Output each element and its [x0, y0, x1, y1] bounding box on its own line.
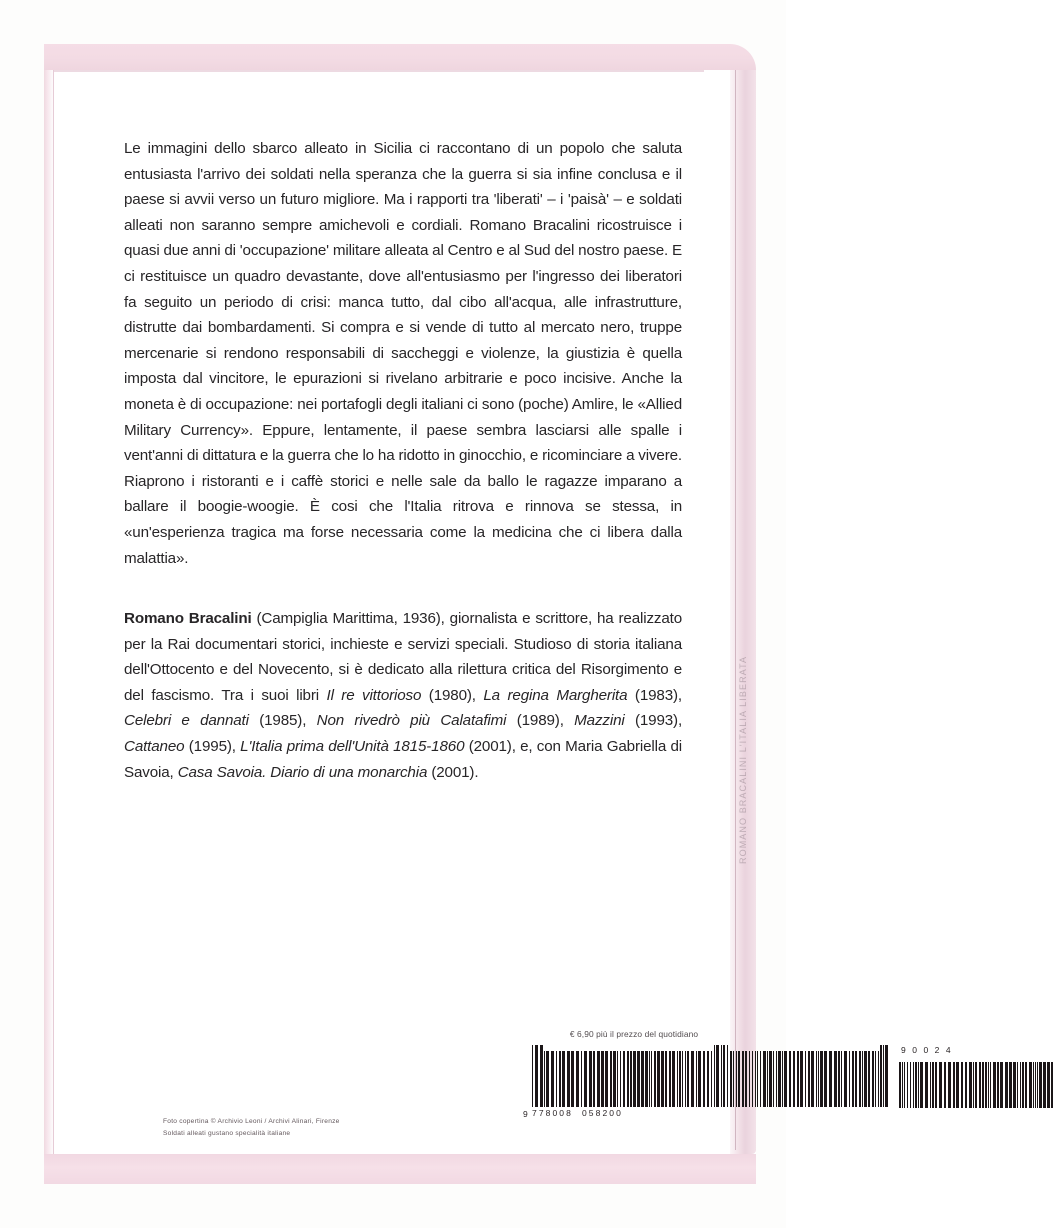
page-left-edge-line	[53, 70, 54, 1154]
author-bio	[124, 571, 682, 785]
barcode-bar	[559, 1051, 561, 1107]
barcode-bar	[880, 1045, 882, 1107]
barcode-bar	[800, 1051, 803, 1107]
barcode-addon-digits: 90024	[901, 1045, 958, 1055]
barcode-bar	[1047, 1062, 1050, 1108]
barcode-bar	[601, 1051, 604, 1107]
barcode-bar	[841, 1051, 842, 1107]
barcode-bar	[707, 1051, 709, 1107]
price-label: € 6,90 più il prezzo del quotidiano	[569, 1029, 699, 1039]
barcode-bar	[669, 1051, 671, 1107]
barcode-bar	[834, 1051, 837, 1107]
barcode-bar	[1009, 1062, 1012, 1108]
barcode-bar	[584, 1051, 587, 1107]
barcode-bar	[682, 1051, 683, 1107]
barcode-bar	[818, 1051, 819, 1107]
barcode-bar	[551, 1051, 554, 1107]
barcode-bar	[773, 1051, 774, 1107]
barcode-bar	[703, 1051, 705, 1107]
back-cover-text-block	[124, 136, 682, 785]
barcode-bar	[969, 1062, 972, 1108]
barcode-bar	[576, 1051, 579, 1107]
barcode-bar	[1051, 1062, 1053, 1108]
barcode-addon	[899, 1045, 1055, 1108]
barcode-bar	[793, 1051, 795, 1107]
photo-credit-line-2: Soldati alleati gustano specialità italiane	[163, 1129, 291, 1137]
barcode-bar	[767, 1051, 768, 1107]
barcode-bar	[965, 1062, 967, 1108]
barcode-bar	[637, 1051, 640, 1107]
barcode-bar	[633, 1051, 636, 1107]
barcode-bar	[985, 1062, 987, 1108]
barcode-bar	[988, 1062, 989, 1108]
barcode-bar	[816, 1051, 817, 1107]
barcode-bar	[1022, 1062, 1024, 1108]
barcode-bar	[885, 1045, 888, 1107]
barcode-bar	[778, 1051, 781, 1107]
book-back-cover	[44, 44, 958, 1184]
barcode-bar	[948, 1062, 951, 1108]
bio-segment-4: La regina Margherita	[483, 686, 628, 704]
barcode-bar	[546, 1051, 549, 1107]
barcode-bar	[1039, 1062, 1042, 1108]
barcode-bar	[855, 1051, 857, 1107]
barcode-bar	[620, 1051, 621, 1107]
barcode-bar	[654, 1051, 656, 1107]
barcode-bar	[610, 1051, 612, 1107]
bio-segment-2: Il re vittorioso	[326, 686, 422, 704]
barcode-bar	[757, 1051, 758, 1107]
bio-segment-1: (Campiglia Marittima, 1936), giornalista e scrittore, ha realizzato per la Rai documentari storici, inchieste e servizi speciali. Studioso di storia italiana dell'Ottocento e del Novecento, si è dedicato alla rilettura critica del Risorgimento e del fascismo. Tra i suoi libri	[124, 610, 682, 704]
barcode-bar	[589, 1051, 592, 1107]
barcode-bar	[920, 1062, 923, 1108]
barcode-bar	[982, 1062, 984, 1108]
barcode-bar	[904, 1062, 905, 1108]
barcode-bar	[613, 1051, 616, 1107]
book-blurb: Le immagini dello sbarco alleato in Sicilia ci raccontano di un popolo che saluta entusiasta l'arrivo dei soldati nella speranza che la guerra si sia infine conclusa e il paese si avvii verso un futuro migliore. Ma i rapporti tra 'liberati' – i 'paisà' – e soldati alleati non saranno sempre amichevoli e cordiali. Romano Bracalini ricostruisce i quasi due anni di 'occupazione' militare alleata al Centro e al Sud del nostro paese. E ci restituisce un quadro devastante, dove all'entusiasmo per l'ingresso dei liberatori fa seguito un periodo di crisi: manca tutto, dal cibo all'acqua, alle infrastrutture, distrutte dai bombardamenti. Si compra e si vende di tutto al mercato nero, truppe mercenarie si rendono responsabili di saccheggi e violenze, la giustizia è quella imposta dal vincitore, le epurazioni si rivelano arbitrarie e poco incisive. Anche la moneta è di occupazione: nei portafogli degli italiani ci sono (poche) Amlire, le «Allied Military Currency». Eppure, lentamente, il paese sembra lasciarsi alle spalle i vent'anni di dittatura e la guerra che lo ha ridotto in ginocchio, e ricominciare a vivere. Riaprono i ristoranti e i caffè storici e nelle sale da ballo le ragazze imparano a ballare il boogie-woogie. È cosi che l'Italia ritrova e rinnova se stessa, in «un'esperienza tragica ma forse necessaria come la medicina che ci libera dalla malattia».	[124, 140, 682, 567]
barcode-bar	[918, 1062, 919, 1108]
barcode-bar	[698, 1051, 701, 1107]
barcode-bar	[687, 1051, 689, 1107]
barcode-bar	[782, 1051, 783, 1107]
barcode-bar	[961, 1062, 963, 1108]
barcode-bar	[716, 1045, 719, 1107]
barcode-bar	[532, 1045, 533, 1107]
bio-segment-7: (1985),	[248, 712, 317, 730]
barcode-bar	[723, 1045, 725, 1107]
barcode-bar	[979, 1062, 981, 1108]
barcode-bar	[661, 1051, 664, 1107]
spine-title-text: ROMANO BRACALINI L'ITALIA LIBERATA	[738, 655, 748, 864]
barcode-bar	[755, 1051, 756, 1107]
barcode-bar	[665, 1051, 667, 1107]
barcode-bar	[649, 1051, 650, 1107]
bio-segment-14: L'Italia prima dell'Unità 1815-1860	[240, 738, 465, 756]
barcode-bar	[763, 1051, 766, 1107]
barcode-row	[523, 1045, 958, 1119]
spine-fold-line	[735, 70, 736, 1150]
barcode-bar	[844, 1051, 847, 1107]
page-left-edge	[44, 70, 53, 1154]
bio-segment-3: (1980),	[421, 686, 484, 704]
barcode-bar	[627, 1051, 629, 1107]
barcode-bar	[696, 1051, 697, 1107]
barcode-bar	[776, 1051, 777, 1107]
barcode-bar	[556, 1051, 557, 1107]
barcode-bar	[1029, 1062, 1032, 1108]
barcode-bar	[1020, 1062, 1021, 1108]
barcode-bar	[883, 1045, 884, 1107]
barcode-bar	[571, 1051, 574, 1107]
barcode-bar	[736, 1051, 737, 1107]
barcode-bar	[973, 1062, 974, 1108]
ean13-barcode	[523, 1045, 889, 1119]
barcode-bar	[808, 1051, 810, 1107]
barcode-bar	[875, 1051, 876, 1107]
barcode-bar	[868, 1051, 870, 1107]
barcode-bar	[930, 1062, 931, 1108]
bio-segment-10: Mazzini	[574, 712, 625, 730]
barcode-block	[523, 1029, 958, 1119]
ean13-right-group: 058200	[581, 1108, 623, 1118]
barcode-bar	[691, 1051, 694, 1107]
barcode-bar	[975, 1062, 977, 1108]
barcode-bar	[605, 1051, 608, 1107]
barcode-bar	[862, 1051, 863, 1107]
bio-segment-0: Romano Bracalini	[124, 610, 252, 628]
barcode-bar	[593, 1051, 595, 1107]
barcode-bar	[925, 1062, 928, 1108]
cover-top-band	[44, 44, 756, 70]
barcode-bar	[939, 1062, 942, 1108]
barcode-bar	[1017, 1062, 1018, 1108]
barcode-bar	[859, 1051, 861, 1107]
barcode-bar	[797, 1051, 799, 1107]
barcode-bar	[915, 1062, 917, 1108]
barcode-bar	[852, 1051, 854, 1107]
barcode-bar	[562, 1051, 565, 1107]
barcode-bar	[540, 1045, 543, 1107]
barcode-bar	[623, 1051, 625, 1107]
barcode-bar	[641, 1051, 644, 1107]
barcode-bar	[711, 1051, 712, 1107]
barcode-bar	[838, 1051, 840, 1107]
barcode-bar	[1013, 1062, 1016, 1108]
ean13-left-group: 778008	[532, 1108, 573, 1118]
ean13-bars	[532, 1045, 889, 1107]
barcode-bar	[956, 1062, 959, 1108]
barcode-bar	[811, 1051, 814, 1107]
barcode-bar	[1037, 1062, 1038, 1108]
barcode-bar	[1033, 1062, 1034, 1108]
bio-segment-12: Cattaneo	[124, 738, 185, 756]
barcode-bar	[932, 1062, 934, 1108]
barcode-bar	[630, 1051, 632, 1107]
bio-segment-17: (2001).	[427, 763, 479, 781]
barcode-bar	[944, 1062, 946, 1108]
barcode-bar	[617, 1051, 618, 1107]
barcode-bar	[760, 1051, 761, 1107]
barcode-bar	[645, 1051, 648, 1107]
barcode-bar	[769, 1051, 772, 1107]
barcode-bar	[824, 1051, 827, 1107]
bio-segment-9: (1989),	[506, 712, 575, 730]
barcode-addon-bars	[899, 1056, 1055, 1108]
barcode-bar	[878, 1051, 879, 1107]
barcode-bar	[1000, 1062, 1003, 1108]
cover-bottom-band	[44, 1154, 756, 1184]
barcode-bar	[730, 1051, 732, 1107]
ean13-lead-digit: 9	[523, 1109, 528, 1119]
barcode-bar	[907, 1062, 908, 1108]
barcode-bar	[535, 1045, 538, 1107]
barcode-bar	[935, 1062, 937, 1108]
photo-credit-line-1: Foto copertina © Archivio Leoni / Archivi Alinari, Firenze	[163, 1118, 340, 1125]
barcode-bar	[742, 1051, 744, 1107]
barcode-bar	[913, 1062, 914, 1108]
barcode-bar	[745, 1051, 747, 1107]
barcode-bar	[727, 1045, 728, 1107]
photo-credit	[163, 1116, 463, 1139]
barcode-bar	[721, 1045, 722, 1107]
barcode-bar	[685, 1051, 686, 1107]
barcode-bar	[990, 1062, 991, 1108]
barcode-bar	[805, 1051, 806, 1107]
barcode-bar	[738, 1051, 740, 1107]
bio-segment-6: Celebri e dannati	[124, 712, 249, 730]
barcode-bar	[749, 1051, 750, 1107]
barcode-bar	[1005, 1062, 1008, 1108]
barcode-bar	[597, 1051, 600, 1107]
barcode-bar	[789, 1051, 791, 1107]
barcode-bar	[864, 1051, 867, 1107]
bio-segment-16: Casa Savoia. Diario di una monarchia	[177, 763, 428, 781]
barcode-bar	[1035, 1062, 1036, 1108]
bio-segment-15: (2001), e, con Maria Gabriella di Savoia,	[124, 738, 682, 781]
barcode-bar	[544, 1051, 545, 1107]
barcode-bar	[1025, 1062, 1027, 1108]
barcode-bar	[567, 1051, 570, 1107]
bio-segment-8: Non rivedrò più Calatafimi	[316, 712, 507, 730]
barcode-bar	[651, 1051, 652, 1107]
barcode-bar	[657, 1051, 660, 1107]
barcode-bar	[581, 1051, 582, 1107]
barcode-bar	[829, 1051, 832, 1107]
barcode-bar	[849, 1051, 850, 1107]
barcode-bar	[784, 1051, 787, 1107]
barcode-bar	[679, 1051, 681, 1107]
barcode-bar	[902, 1062, 903, 1108]
barcode-bar	[872, 1051, 874, 1107]
barcode-bar	[672, 1051, 675, 1107]
bio-segment-11: (1993),	[624, 712, 683, 730]
bio-segment-5: (1983),	[627, 686, 682, 704]
barcode-bar	[733, 1051, 734, 1107]
barcode-bar	[953, 1062, 955, 1108]
barcode-bar	[714, 1045, 715, 1107]
barcode-bar	[752, 1051, 753, 1107]
barcode-bar	[820, 1051, 823, 1107]
barcode-bar	[1043, 1062, 1046, 1108]
barcode-bar	[993, 1062, 996, 1108]
barcode-bar	[910, 1062, 911, 1108]
ean13-digits	[532, 1108, 889, 1118]
barcode-bar	[677, 1051, 678, 1107]
bio-segment-13: (1995),	[184, 738, 241, 756]
barcode-bar	[997, 1062, 999, 1108]
barcode-bar	[899, 1062, 901, 1108]
